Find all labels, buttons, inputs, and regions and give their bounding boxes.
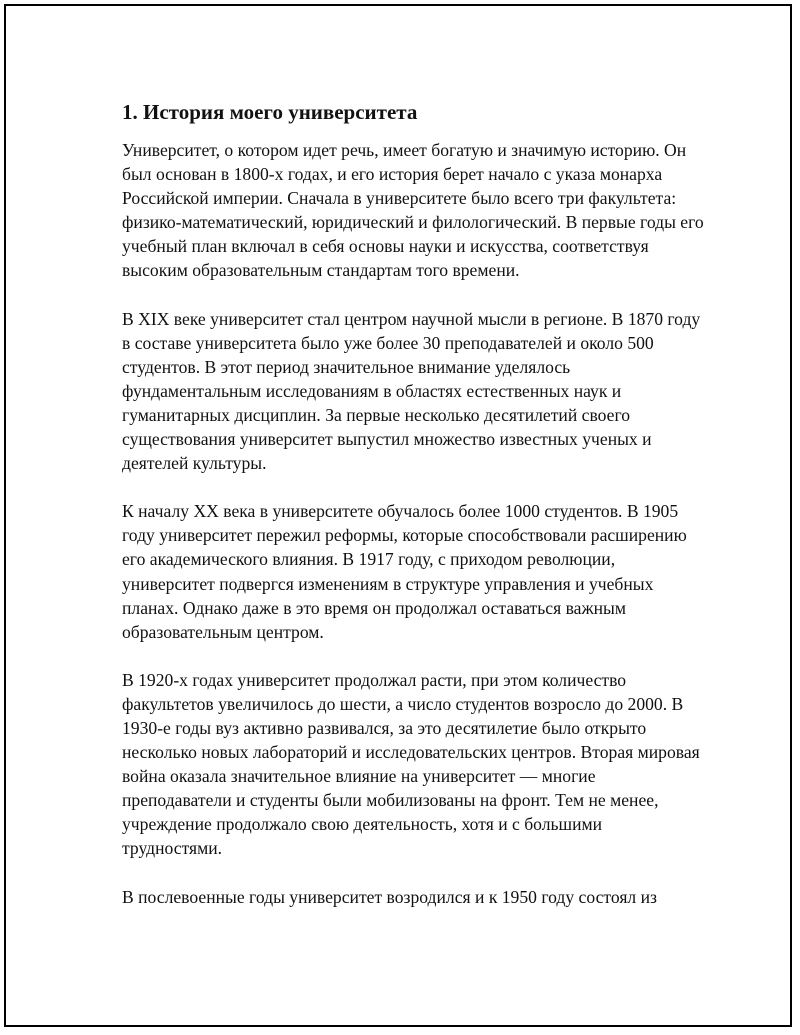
paragraph-19th-century: В XIX веке университет стал центром научной мысли в регионе. В 1870 году в составе университета было уже более 30 преподавателей и около 500 студентов. В этот период значительное внимание уделялось фундаментальным исследованиям в областях естественных наук и гуманитарных дисциплин. За первые несколько десятилетий своего существования университет выпустил множество известных ученых и деятелей культуры. [122,308,701,474]
document-body [122,99,706,933]
paragraph-1920s-1940s: В 1920-х годах университет продолжал расти, при этом количество факультетов увеличилось до шести, а число студентов возросло до 2000. В 1930-е годы вуз активно развивался, за это десятилетие было открыто несколько новых лабораторий и исследовательских центров. Вторая мировая война оказала значительное влияние на университет — многие преподаватели и студенты были мобилизованы на фронт. Тем не менее, учреждение продолжало свою деятельность, хотя и с большими трудностями. [122,669,700,859]
paragraph-postwar: В послевоенные годы университет возродился и к 1950 году состоял из [122,886,657,907]
section-heading: 1. История моего университета [122,100,418,124]
paragraph-founding: Университет, о котором идет речь, имеет богатую и значимую историю. Он был основан в 1800-х годах, и его история берет начало с указа монарха Российской империи. Сначала в университете было всего три факультета: физико-математический, юридический и филологический. В первые годы его учебный план включал в себя основы науки и искусства, соответствуя высоким образовательным стандартам того времени. [122,140,704,281]
paragraph-early-20th-century: К началу XX века в университете обучалось более 1000 студентов. В 1905 году университет пережил реформы, которые способствовали расширению его академического влияния. В 1917 году, с приходом революции, университет подвергся изменениям в структуре управления и учебных планах. Однако даже в это время он продолжал оставаться важным образовательным центром. [122,501,687,642]
page-frame [4,4,792,1027]
